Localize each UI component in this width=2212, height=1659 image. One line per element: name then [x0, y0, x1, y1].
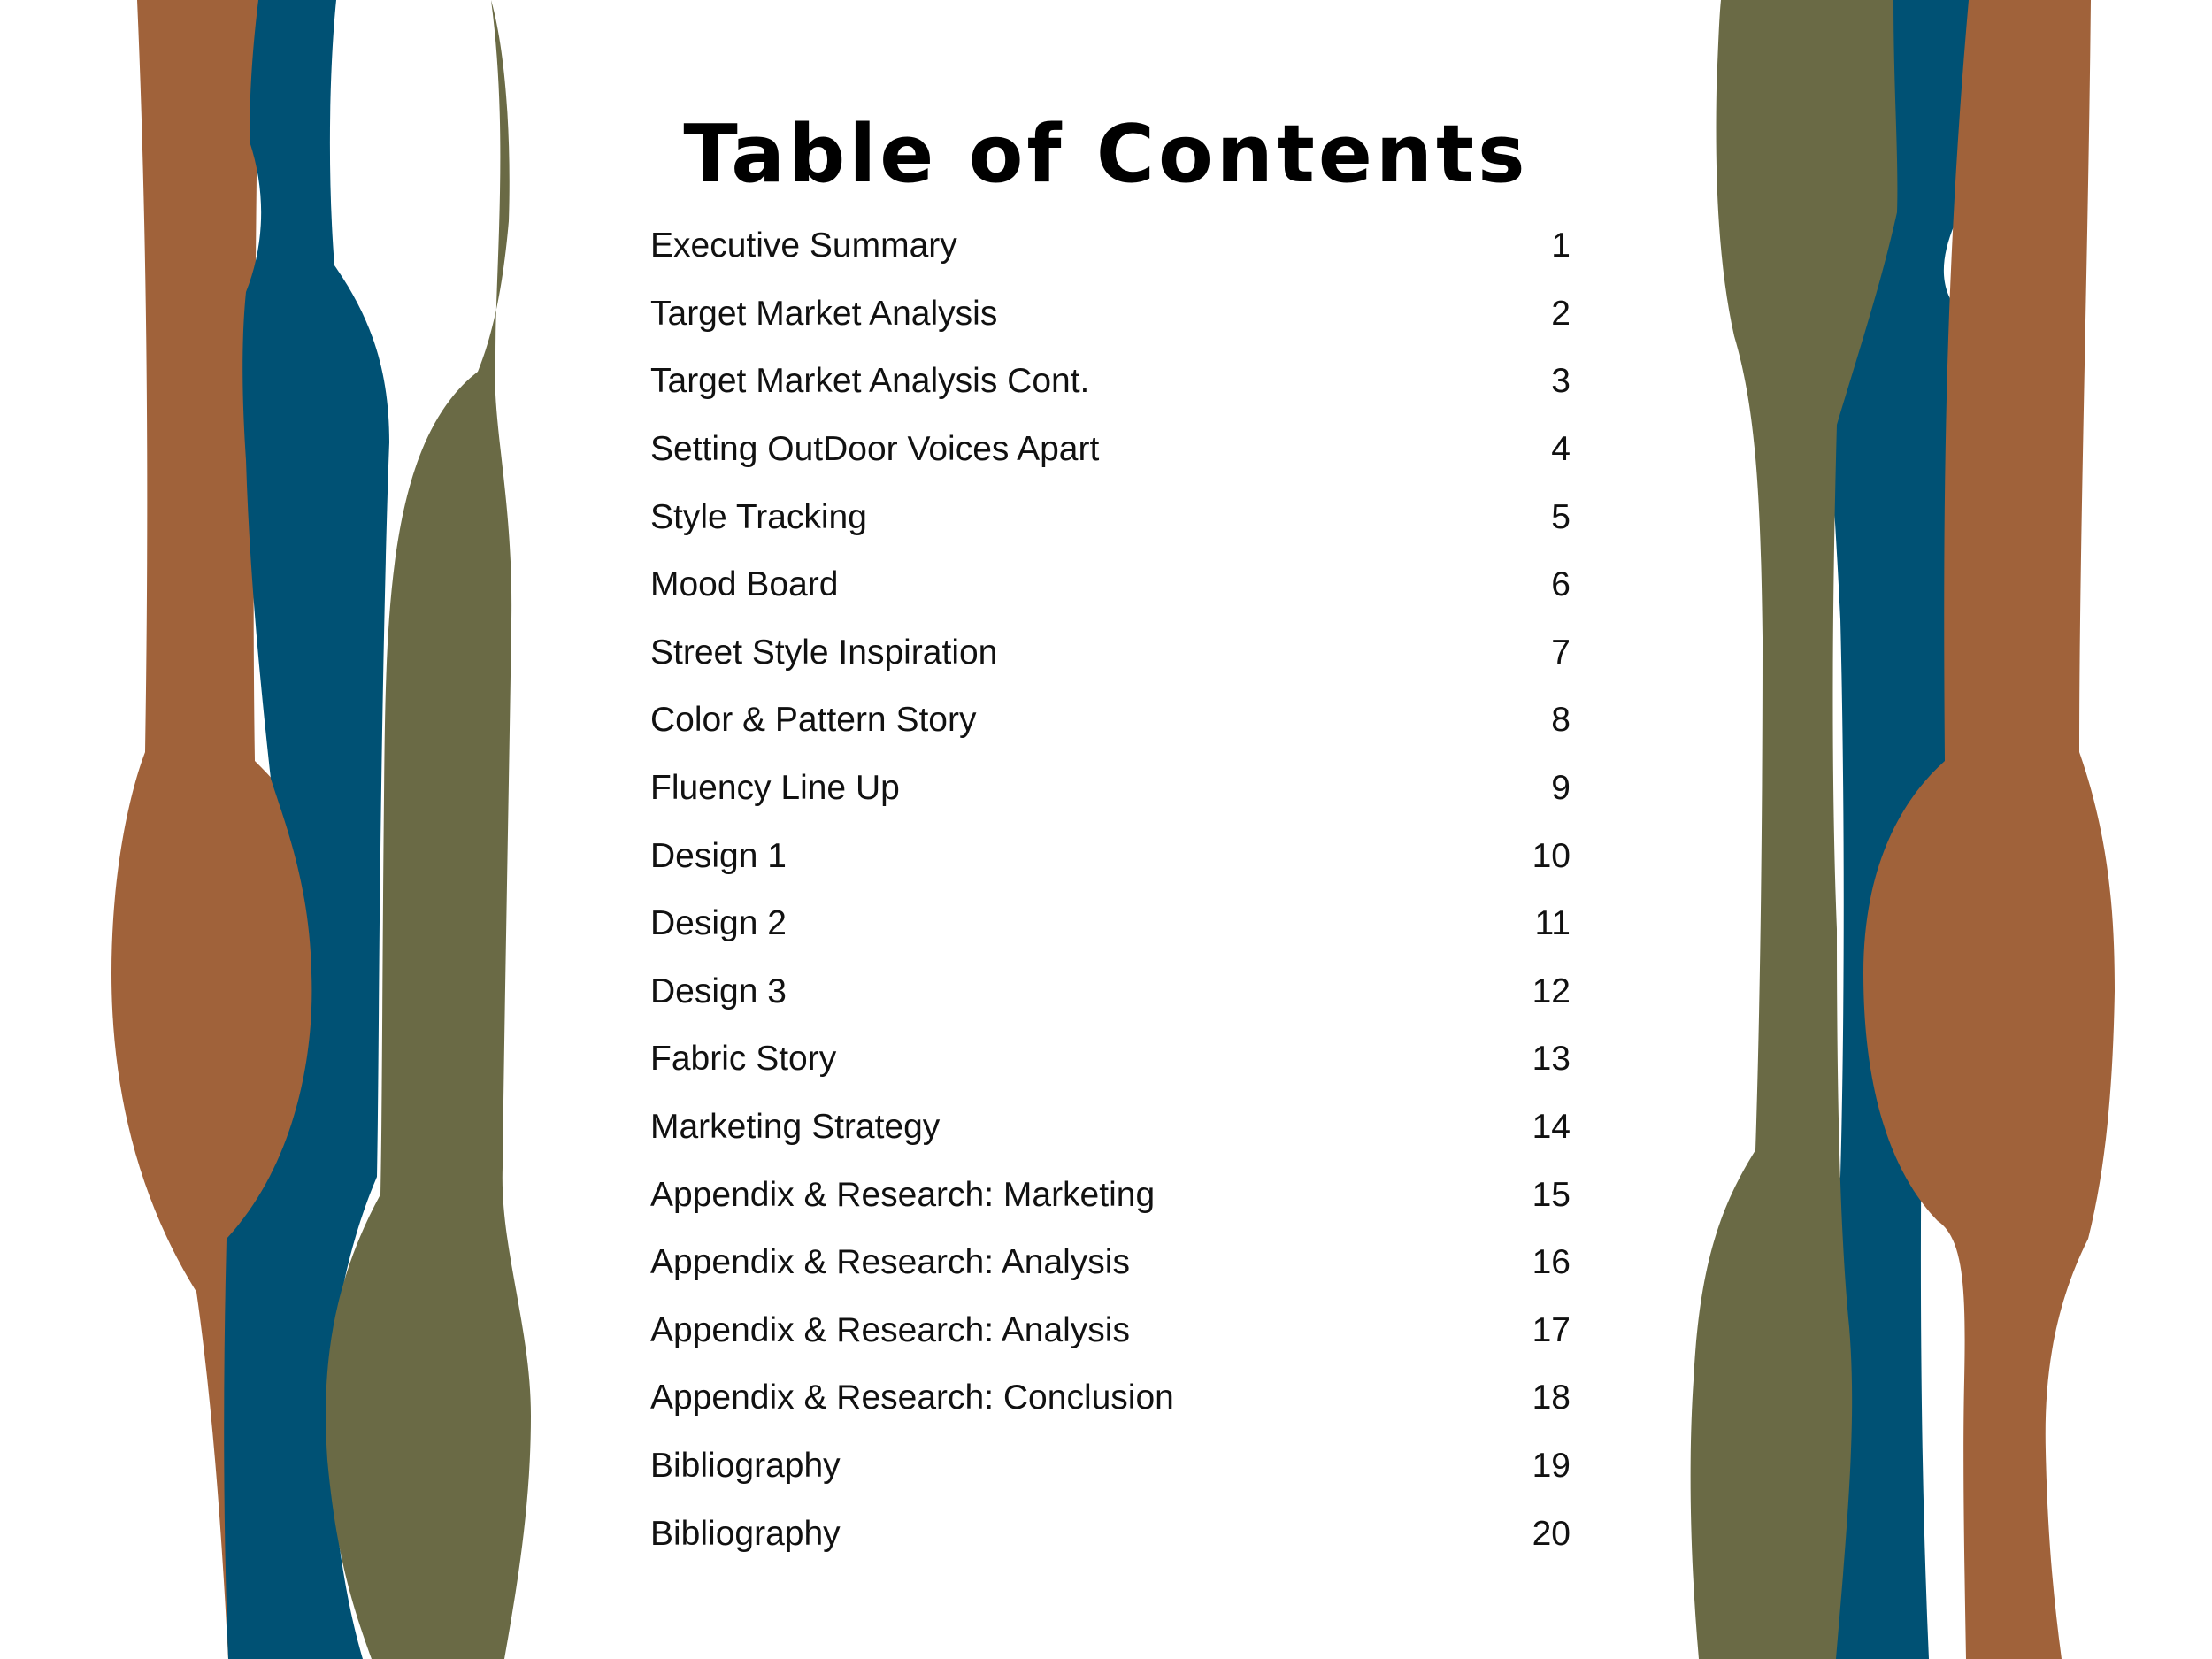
- toc-entry-label: Target Market Analysis: [650, 294, 998, 333]
- toc-entry-label: Appendix & Research: Marketing: [650, 1175, 1156, 1214]
- toc-entry[interactable]: [650, 1364, 1571, 1432]
- toc-entry-label: Appendix & Research: Analysis: [650, 1243, 1130, 1282]
- toc-entry[interactable]: [650, 890, 1571, 958]
- toc-entry-page-number: 11: [1534, 904, 1571, 943]
- toc-entry-label: Fluency Line Up: [650, 769, 900, 808]
- toc-entry-label: Design 2: [650, 904, 787, 943]
- decorative-ribbons-right: [1663, 0, 2212, 1659]
- toc-entry-page-number: 18: [1532, 1379, 1571, 1417]
- toc-entry-page-number: 1: [1551, 227, 1571, 265]
- toc-list: [650, 212, 1571, 1568]
- toc-entry-page-number: 2: [1551, 294, 1571, 333]
- toc-entry-page-number: 20: [1532, 1514, 1571, 1553]
- toc-entry[interactable]: [650, 483, 1571, 551]
- toc-entry-page-number: 12: [1532, 972, 1571, 1010]
- toc-entry[interactable]: [650, 1500, 1571, 1568]
- toc-entry[interactable]: [650, 1432, 1571, 1501]
- toc-entry-page-number: 17: [1532, 1310, 1571, 1349]
- page-title: Table of Contents: [683, 108, 1529, 201]
- toc-entry-page-number: 4: [1551, 430, 1571, 469]
- toc-entry-label: Fabric Story: [650, 1040, 837, 1079]
- toc-entry[interactable]: [650, 1161, 1571, 1229]
- toc-entry-page-number: 7: [1551, 633, 1571, 672]
- toc-entry[interactable]: [650, 348, 1571, 416]
- toc-entry-label: Color & Pattern Story: [650, 701, 977, 740]
- toc-entry[interactable]: [650, 958, 1571, 1026]
- toc-entry-page-number: 13: [1532, 1040, 1571, 1079]
- toc-entry-label: Mood Board: [650, 565, 839, 604]
- toc-entry[interactable]: [650, 551, 1571, 619]
- toc-entry[interactable]: [650, 1025, 1571, 1094]
- toc-entry-page-number: 15: [1532, 1175, 1571, 1214]
- toc-entry[interactable]: [650, 212, 1571, 280]
- toc-entry-page-number: 10: [1532, 836, 1571, 875]
- toc-entry[interactable]: [650, 280, 1571, 349]
- toc-entry-label: Street Style Inspiration: [650, 633, 998, 672]
- toc-entry-label: Setting OutDoor Voices Apart: [650, 430, 1100, 469]
- toc-entry-page-number: 5: [1551, 497, 1571, 536]
- toc-entry-label: Bibliography: [650, 1514, 841, 1553]
- decorative-ribbons-left: [0, 0, 566, 1659]
- toc-entry-label: Appendix & Research: Conclusion: [650, 1379, 1174, 1417]
- toc-entry[interactable]: [650, 619, 1571, 687]
- toc-entry-label: Bibliography: [650, 1446, 841, 1485]
- toc-entry-label: Marketing Strategy: [650, 1108, 941, 1147]
- toc-entry-label: Style Tracking: [650, 497, 867, 536]
- toc-entry-page-number: 14: [1532, 1108, 1571, 1147]
- toc-entry-label: Appendix & Research: Analysis: [650, 1310, 1130, 1349]
- toc-entry[interactable]: [650, 1229, 1571, 1297]
- toc-entry[interactable]: [650, 416, 1571, 484]
- toc-entry-label: Design 1: [650, 836, 787, 875]
- toc-entry-page-number: 3: [1551, 362, 1571, 401]
- toc-entry[interactable]: [650, 1297, 1571, 1365]
- toc-entry-label: Executive Summary: [650, 227, 957, 265]
- toc-entry-page-number: 16: [1532, 1243, 1571, 1282]
- toc-entry-label: Design 3: [650, 972, 787, 1010]
- toc-entry[interactable]: [650, 687, 1571, 755]
- toc-entry[interactable]: [650, 822, 1571, 890]
- toc-entry-label: Target Market Analysis Cont.: [650, 362, 1090, 401]
- toc-entry-page-number: 8: [1551, 701, 1571, 740]
- toc-entry-page-number: 19: [1532, 1446, 1571, 1485]
- toc-entry-page-number: 6: [1551, 565, 1571, 604]
- toc-entry[interactable]: [650, 1094, 1571, 1162]
- toc-entry[interactable]: [650, 755, 1571, 823]
- toc-entry-page-number: 9: [1551, 769, 1571, 808]
